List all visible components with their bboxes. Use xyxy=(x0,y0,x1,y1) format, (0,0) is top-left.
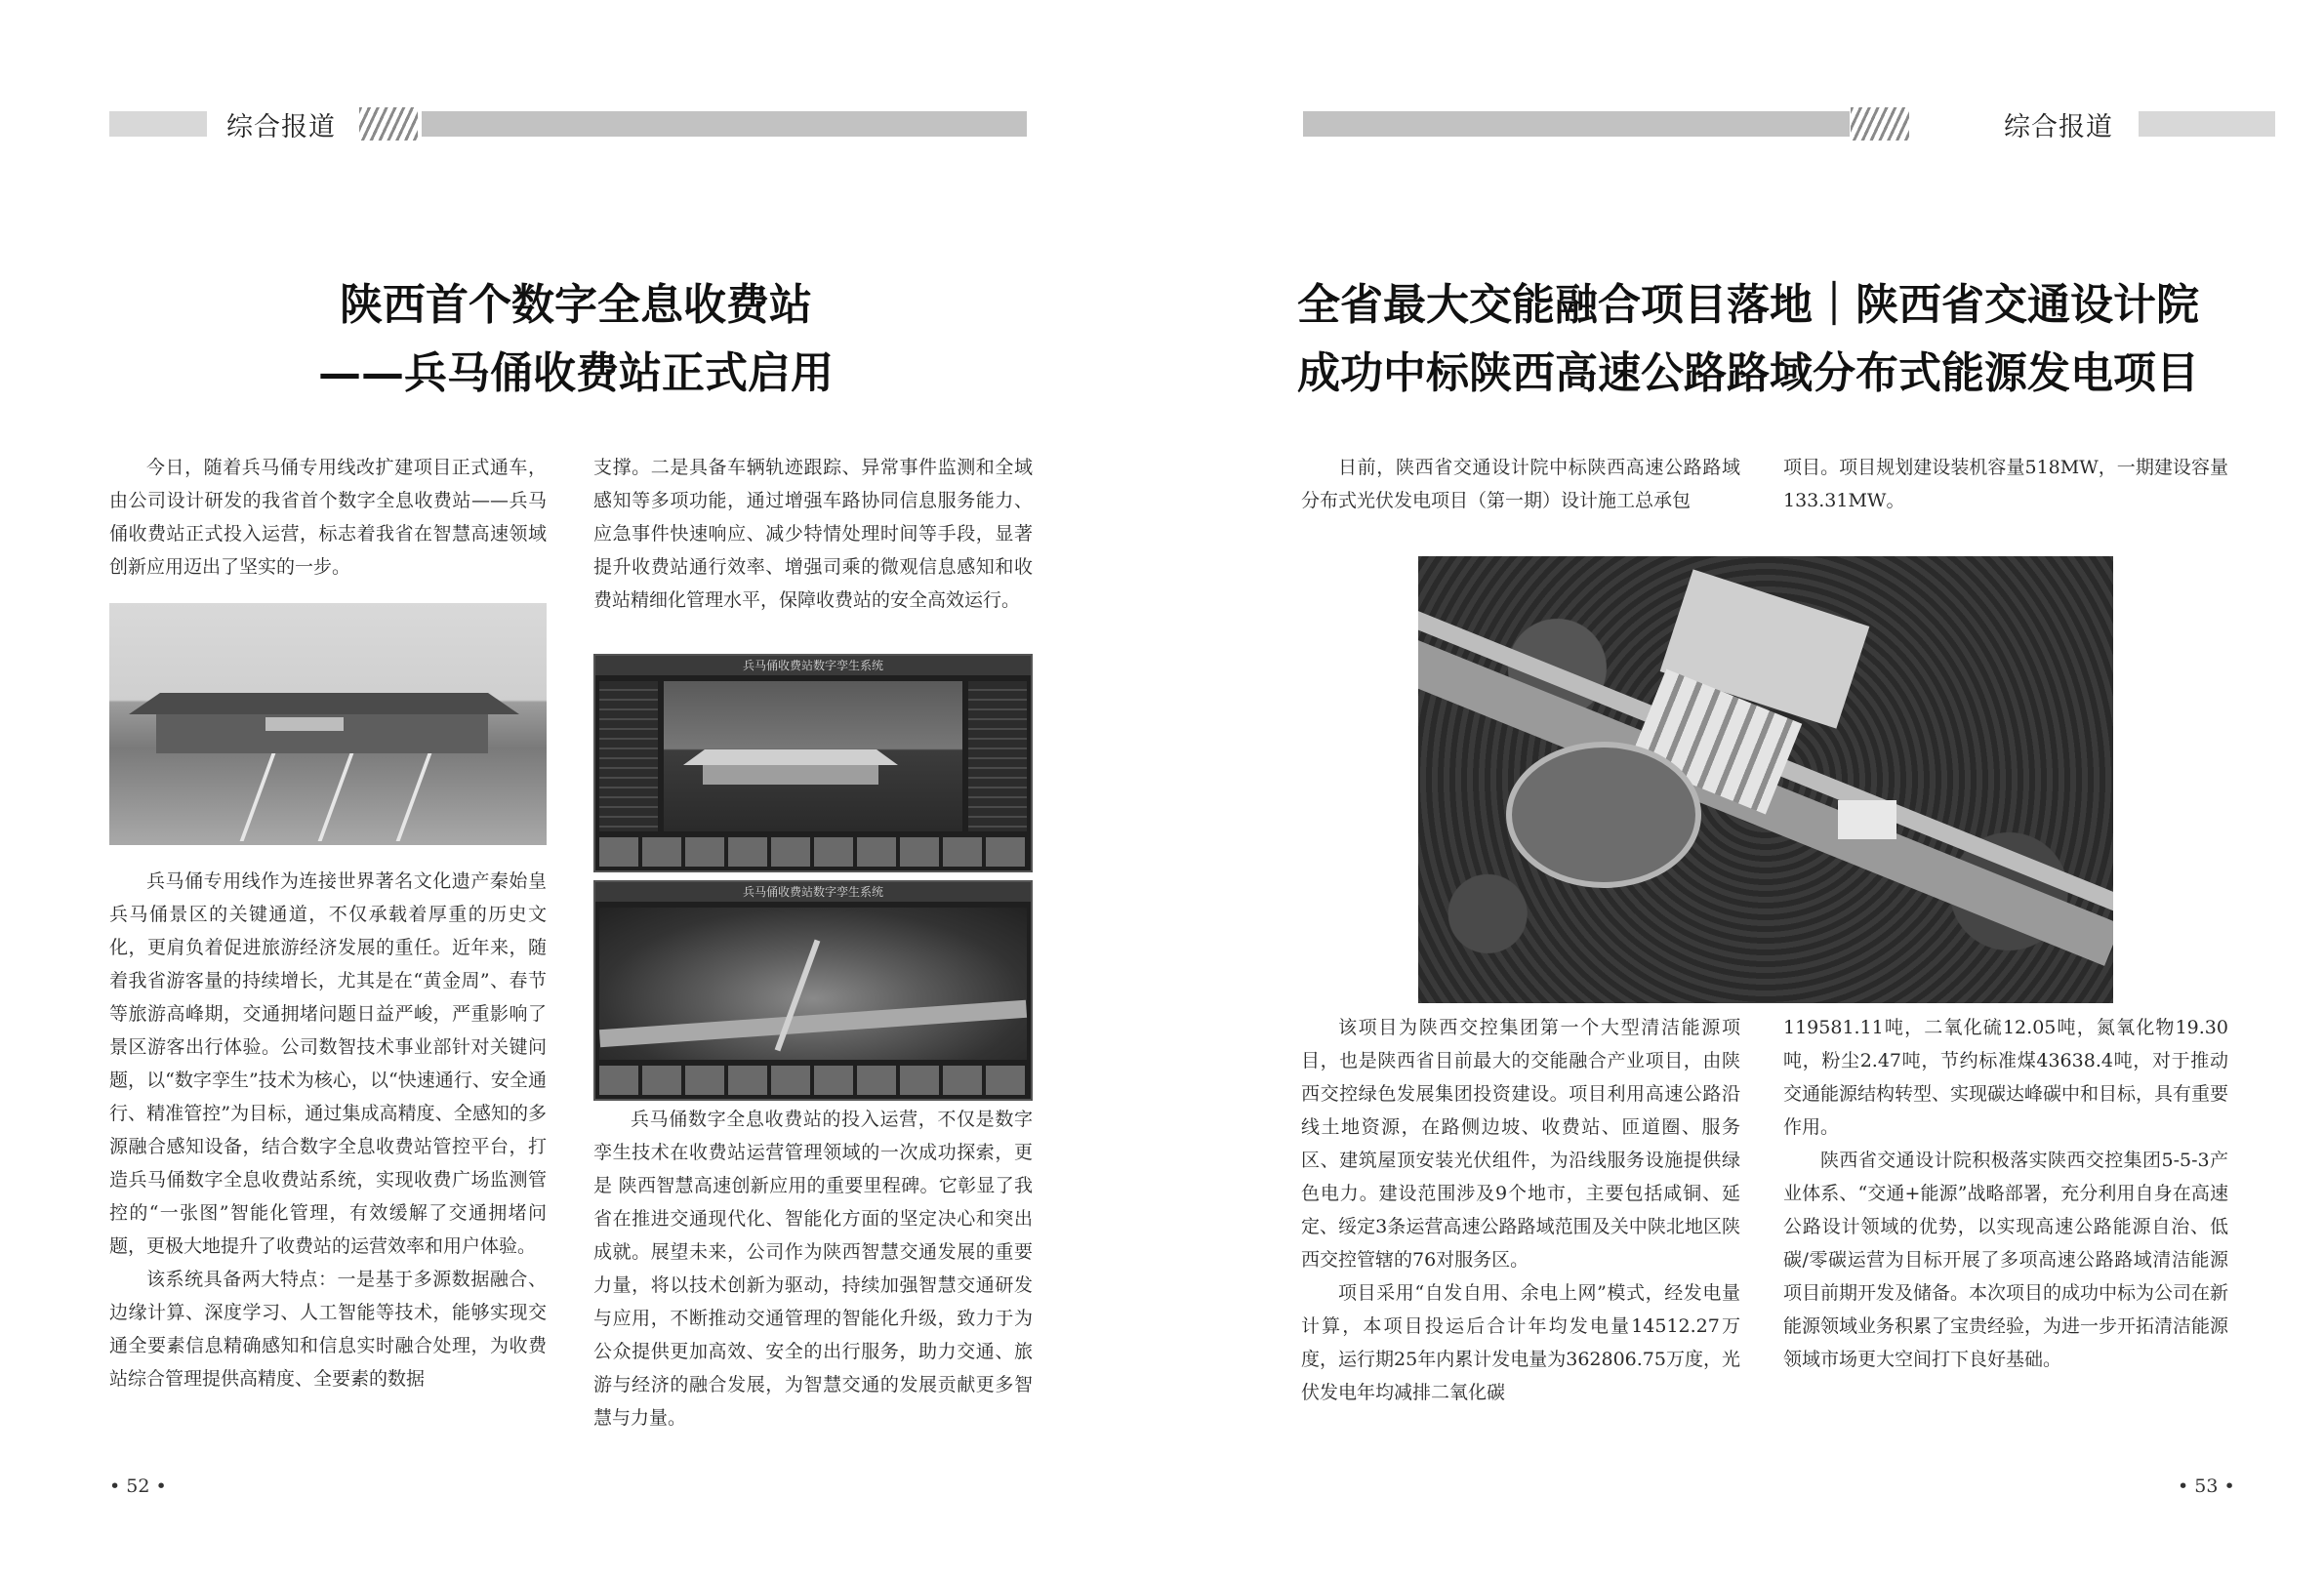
right-col2 xyxy=(1783,1011,2228,1376)
paragraph: 该项目为陕西交控集团第一个大型清洁能源项目，也是陕西省目前最大的交能融合产业项目，由陕西交控绿色发展集团投资建设。项目利用高速公路沿线土地资源，在路侧边坡、收费站、匝道圈、服务区、建筑屋顶安装光伏组件，为沿线服务设施提供绿色电力。建设范围涉及9个地市，主要包括咸铜、延定、绥定3条运营高速公路路域范围及关中陕北地区陕西交控管辖的76对服务区。 xyxy=(1301,1017,1740,1271)
toll-roof xyxy=(129,693,519,714)
section-label: 综合报道 xyxy=(1990,103,2127,145)
article-title-line1: 陕西首个数字全息收费站 xyxy=(340,280,812,330)
paragraph: 兵马俑专用线作为连接世界著名文化遗产秦始皇兵马俑景区的关键通道，不仅承载着厚重的历史文化，更肩负着促进旅游经济发展的重任。近年来，随着我省游客量的持续增长，尤其是在“黄金周”、春节等旅游高峰期，交通拥堵问题日益严峻，严重影响了景区游客出行体验。公司数智技术事业部针对关键问题，以“数字孪生”技术为核心，以“快速通行、安全通行、精准管控”为目标，通过集成高精度、全感知的多源融合感知设备，结合数字全息收费站管控平台，打造兵马俑数字全息收费站系统，实现收费广场监测管控的“一张图”智能化管理，有效缓解了交通拥堵问题，更极大地提升了收费站的运营效率和用户体验。 xyxy=(109,870,547,1257)
paragraph: 项目。项目规划建设装机容量518MW，一期建设容量133.31MW。 xyxy=(1783,457,2228,511)
lane-marking xyxy=(240,753,276,841)
header-band-left xyxy=(1303,111,1850,137)
lane-marking xyxy=(396,753,432,841)
screen-left-panel xyxy=(599,681,658,831)
interchange-hill xyxy=(1506,742,1701,888)
header-hatch xyxy=(359,107,418,141)
right-col1 xyxy=(1301,1011,1740,1409)
screen-3d-map xyxy=(599,908,1027,1060)
screen-right-panel xyxy=(968,681,1027,831)
map-road xyxy=(599,1000,1027,1048)
left-col1-intro xyxy=(109,451,547,584)
page-number: • 52 • xyxy=(109,1475,167,1497)
screen-thumbnail-strip xyxy=(599,837,1027,867)
article-title-line1: 全省最大交能融合项目落地｜陕西省交通设计院 xyxy=(1297,280,2199,330)
left-col2-top xyxy=(593,451,1033,617)
paragraph: 项目采用“自发自用、余电上网”模式，经发电量计算，本项目投运后合计年均发电量14512.27万度，运行期25年内累计发电量为362806.75万度，光伏发电年均减排二氧化碳 xyxy=(1301,1282,1740,1403)
article-title-line2: ——兵马俑收费站正式启用 xyxy=(318,348,834,398)
screen-title: 兵马俑收费站数字孪生系统 xyxy=(742,885,883,899)
screen-main-view xyxy=(664,681,962,831)
left-col1-body xyxy=(109,865,547,1395)
screen-thumbnail-strip xyxy=(599,1066,1027,1095)
paragraph: 今日，随着兵马俑专用线改扩建项目正式通车，由公司设计研发的我省首个数字全息收费站——兵马俑收费站正式投入运营，标志着我省在智慧高速领域创新应用迈出了坚实的一步。 xyxy=(109,457,547,578)
left-col2-bottom xyxy=(593,1103,1033,1435)
header-band-left xyxy=(109,111,207,137)
map-tower xyxy=(775,940,821,1052)
right-intro-col2 xyxy=(1783,451,2228,517)
lane-marking xyxy=(318,753,354,841)
paragraph: 陕西省交通设计院积极落实陕西交控集团5-5-3产业体系、“交通+能源”战略部署，充分利用自身在高速公路设计领域的优势，以实现高速公路能源自治、低碳/零碳运营为目标开展了多项高速公路路域清洁能源项目前期开发及储备。本次项目的成功中标为公司在新能源领域业务积累了宝贵经验，为进一步开拓清洁能源领域市场更大空间打下良好基础。 xyxy=(1783,1150,2229,1370)
paragraph: 119581.11吨，二氧化硫12.05吨，氮氧化物19.30吨，粉尘2.47吨，节约标准煤43638.4吨，对于推动交通能源结构转型、实现碳达峰碳中和目标，具有重要作用。 xyxy=(1783,1017,2229,1138)
paragraph: 日前，陕西省交通设计院中标陕西高速公路路域分布式光伏发电项目（第一期）设计施工总承包 xyxy=(1301,457,1740,511)
section-label: 综合报道 xyxy=(213,103,349,145)
building xyxy=(1838,800,1896,839)
toll-roof xyxy=(683,749,898,765)
right-intro-col1 xyxy=(1301,451,1740,517)
header-band-right xyxy=(2139,111,2275,137)
screen-title: 兵马俑收费站数字孪生系统 xyxy=(742,659,883,672)
header-band-right xyxy=(422,111,1027,137)
page-number: • 53 • xyxy=(2178,1475,2235,1497)
toll-booths xyxy=(703,765,878,785)
header-hatch xyxy=(1851,107,1909,141)
paragraph: 兵马俑数字全息收费站的投入运营，不仅是数字孪生技术在收费站运营管理领域的一次成功探索，更是 陕西智慧高速创新应用的重要里程碑。它彰显了我省在推进交通现代化、智能化方面的坚定决心和突出成就。展望未来，公司作为陕西智慧交通发展的重要力量，将以技术创新为驱动，持续加强智慧交通研发与应用，不断推动交通管理的智能化升级，致力于为公众提供更加高效、安全的出行服务，助力交通、旅游与经济的融合发展，为智慧交通的发展贡献更多智慧与力量。 xyxy=(593,1109,1033,1429)
aerial-rendering-photo xyxy=(1418,556,2113,1003)
paragraph: 该系统具备两大特点：一是基于多源数据融合、边缘计算、深度学习、人工智能等技术，能够实现交通全要素信息精确感知和信息实时融合处理，为收费站综合管理提供高精度、全要素的数据 xyxy=(109,1269,547,1390)
toll-sign xyxy=(265,717,344,731)
digital-twin-screen-1 xyxy=(593,654,1033,872)
digital-twin-screen-2 xyxy=(593,880,1033,1101)
toll-station-photo xyxy=(109,603,547,845)
paragraph: 支撑。二是具备车辆轨迹跟踪、异常事件监测和全域感知等多项功能，通过增强车路协同信息服务能力、应急事件快速响应、减少特情处理时间等手段，显著提升收费站通行效率、增强司乘的微观信息感知和收费站精细化管理水平，保障收费站的安全高效运行。 xyxy=(593,457,1033,611)
right-page xyxy=(1162,0,2324,1576)
article-title-line2: 成功中标陕西高速公路路域分布式能源发电项目 xyxy=(1297,348,2199,398)
